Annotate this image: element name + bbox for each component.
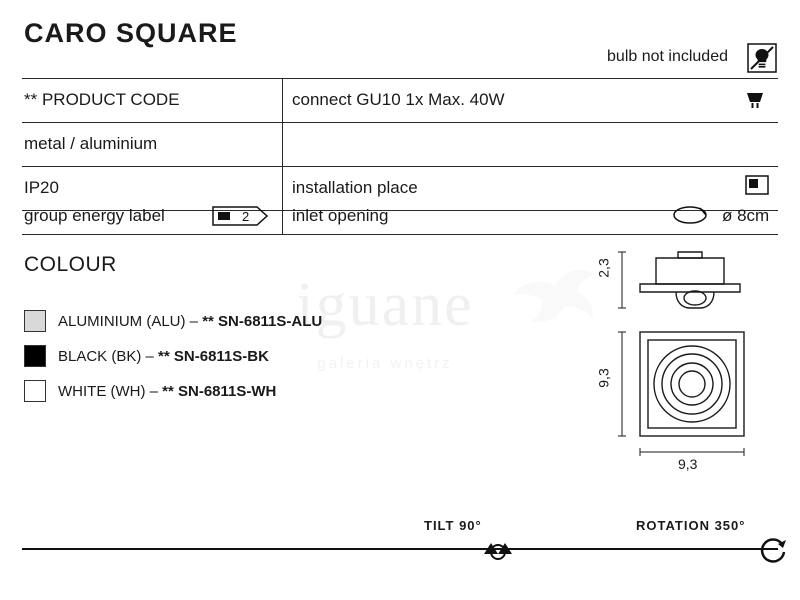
- dimension-front-width: 9,3: [678, 456, 698, 472]
- page-title: CARO SQUARE: [24, 18, 238, 48]
- colour-swatch-black: [24, 345, 46, 367]
- colour-name-white: WHITE (WH) –: [58, 382, 163, 400]
- no-bulb-icon: [746, 42, 778, 74]
- table-rule: [22, 166, 778, 167]
- colour-code-black: ** SN-6811S-BK: [158, 347, 269, 365]
- material-label: metal / aluminium: [24, 134, 158, 153]
- gu10-bulb-icon: [740, 86, 770, 116]
- bulb-not-included-note: bulb not included: [607, 48, 728, 65]
- colour-option-white: [24, 380, 276, 402]
- movement-baseline: [22, 548, 778, 550]
- colour-swatch-aluminium: [24, 310, 46, 332]
- rotation-icon: [756, 532, 790, 566]
- svg-text:2: 2: [242, 209, 250, 224]
- colour-swatch-white: [24, 380, 46, 402]
- inlet-opening-value: ø 8cm: [722, 206, 770, 225]
- colour-option-aluminium: [24, 310, 322, 332]
- technical-drawings: [595, 240, 790, 480]
- colour-option-black-label: [58, 348, 269, 365]
- colour-option-black: [24, 345, 269, 367]
- product-code-label: ** PRODUCT CODE: [24, 90, 180, 109]
- dimension-lines: [618, 252, 744, 456]
- colour-option-aluminium-label: [58, 313, 322, 330]
- energy-label-badge: [212, 206, 268, 231]
- colour-name-black: BLACK (BK) –: [58, 347, 159, 365]
- tilt-label: TILT 90°: [424, 518, 482, 533]
- ip-rating-label: IP20: [24, 178, 59, 197]
- table-divider: [282, 78, 283, 234]
- table-rule: [22, 78, 778, 79]
- colour-code-aluminium: ** SN-6811S-ALU: [202, 312, 323, 330]
- front-view-drawing: [640, 332, 744, 436]
- table-rule: [22, 122, 778, 123]
- side-view-drawing: [640, 252, 740, 308]
- colour-code-white: ** SN-6811S-WH: [162, 382, 277, 400]
- colour-name-aluminium: ALUMINIUM (ALU) –: [58, 312, 203, 330]
- colour-option-white-label: [58, 383, 276, 400]
- rotation-label: ROTATION 350°: [636, 518, 746, 533]
- dimension-front-height: 9,3: [595, 368, 612, 388]
- product-code-value: connect GU10 1x Max. 40W: [292, 90, 505, 109]
- inlet-opening-label: inlet opening: [292, 206, 389, 225]
- movement-bar: [0, 500, 800, 600]
- ceiling-recessed-icon: [744, 172, 770, 198]
- tilt-icon: [476, 532, 520, 564]
- watermark-subtext: galeria wnętrz: [317, 355, 453, 372]
- watermark-text: iguane: [296, 271, 474, 339]
- table-rule: [22, 234, 778, 235]
- energy-label-label: group energy label: [24, 206, 165, 225]
- dimension-side-height: 2,3: [595, 258, 612, 278]
- installation-place-label: installation place: [292, 178, 418, 197]
- colour-heading: COLOUR: [24, 253, 117, 276]
- inlet-opening-icon: [672, 204, 716, 226]
